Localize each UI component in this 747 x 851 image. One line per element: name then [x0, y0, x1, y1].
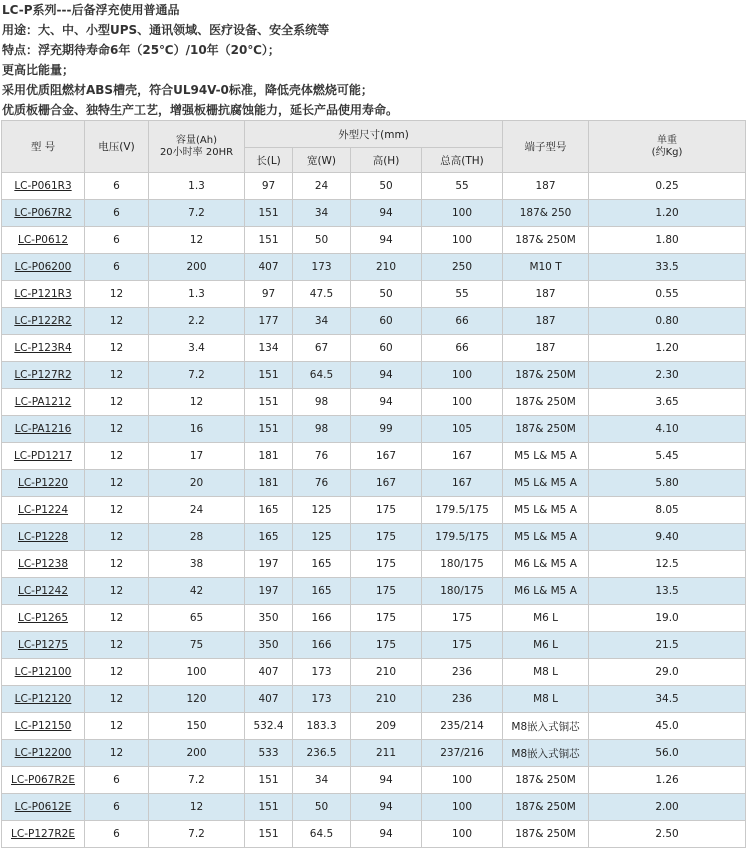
model-link[interactable]: LC-P1238 [17, 558, 69, 570]
header-width: 宽(W) [293, 148, 351, 173]
height-cell: 175 [351, 578, 422, 605]
model-link[interactable]: LC-P123R4 [14, 342, 72, 354]
width-cell: 64.5 [293, 362, 351, 389]
length-cell: 177 [245, 308, 293, 335]
terminal-cell: M5 L& M5 A [503, 470, 589, 497]
model-cell [2, 362, 85, 389]
voltage-cell: 12 [85, 389, 149, 416]
capacity-cell: 17 [149, 443, 245, 470]
length-cell: 151 [245, 362, 293, 389]
voltage-cell: 12 [85, 497, 149, 524]
intro-block [0, 0, 747, 120]
capacity-cell: 2.2 [149, 308, 245, 335]
weight-cell: 3.65 [589, 389, 746, 416]
series-title: LC-P系列---后备浮充使用普通品 [2, 3, 180, 17]
model-cell [2, 416, 85, 443]
width-cell: 165 [293, 578, 351, 605]
model-cell [2, 767, 85, 794]
height-cell: 211 [351, 740, 422, 767]
height-cell: 175 [351, 632, 422, 659]
width-cell: 236.5 [293, 740, 351, 767]
model-cell [2, 308, 85, 335]
model-cell [2, 686, 85, 713]
voltage-cell: 12 [85, 443, 149, 470]
model-link[interactable]: LC-P1220 [17, 477, 69, 489]
table-row [2, 281, 746, 308]
length-cell: 165 [245, 497, 293, 524]
table-row [2, 470, 746, 497]
height-cell: 175 [351, 497, 422, 524]
voltage-cell: 12 [85, 686, 149, 713]
length-cell: 197 [245, 551, 293, 578]
model-cell [2, 578, 85, 605]
height-cell: 209 [351, 713, 422, 740]
height-cell: 175 [351, 524, 422, 551]
model-cell [2, 821, 85, 848]
voltage-cell: 6 [85, 200, 149, 227]
total-height-cell: 55 [422, 281, 503, 308]
model-cell [2, 227, 85, 254]
model-link[interactable]: LC-P12200 [14, 747, 72, 759]
weight-cell: 56.0 [589, 740, 746, 767]
length-cell: 181 [245, 443, 293, 470]
table-row [2, 254, 746, 281]
height-cell: 167 [351, 470, 422, 497]
weight-cell: 33.5 [589, 254, 746, 281]
weight-cell: 2.00 [589, 794, 746, 821]
table-row [2, 551, 746, 578]
length-cell: 151 [245, 767, 293, 794]
capacity-cell: 65 [149, 605, 245, 632]
weight-cell: 0.25 [589, 173, 746, 200]
width-cell: 64.5 [293, 821, 351, 848]
capacity-cell: 12 [149, 227, 245, 254]
table-row [2, 821, 746, 848]
length-cell: 97 [245, 173, 293, 200]
total-height-cell: 179.5/175 [422, 497, 503, 524]
voltage-cell: 12 [85, 551, 149, 578]
table-row [2, 362, 746, 389]
height-cell: 50 [351, 173, 422, 200]
terminal-cell: 187 [503, 173, 589, 200]
terminal-cell: M8嵌入式铜芯 [503, 740, 589, 767]
table-row [2, 794, 746, 821]
voltage-cell: 6 [85, 254, 149, 281]
terminal-cell: M6 L [503, 605, 589, 632]
header-model: 型 号 [2, 121, 85, 173]
model-cell [2, 740, 85, 767]
length-cell: 151 [245, 794, 293, 821]
terminal-cell: 187& 250M [503, 794, 589, 821]
model-cell [2, 389, 85, 416]
table-row [2, 659, 746, 686]
width-cell: 34 [293, 200, 351, 227]
voltage-cell: 12 [85, 713, 149, 740]
capacity-cell: 7.2 [149, 821, 245, 848]
width-cell: 76 [293, 470, 351, 497]
length-cell: 134 [245, 335, 293, 362]
model-cell [2, 713, 85, 740]
length-cell: 533 [245, 740, 293, 767]
total-height-cell: 100 [422, 794, 503, 821]
length-cell: 151 [245, 200, 293, 227]
total-height-cell: 250 [422, 254, 503, 281]
table-row [2, 335, 746, 362]
model-link[interactable]: LC-P06200 [14, 261, 72, 273]
weight-cell: 5.80 [589, 470, 746, 497]
total-height-cell: 237/216 [422, 740, 503, 767]
table-row [2, 524, 746, 551]
terminal-cell: 187& 250M [503, 389, 589, 416]
length-cell: 407 [245, 254, 293, 281]
total-height-cell: 100 [422, 227, 503, 254]
capacity-cell: 20 [149, 470, 245, 497]
voltage-cell: 6 [85, 821, 149, 848]
model-cell [2, 200, 85, 227]
header-dimensions: 外型尺寸(mm) [245, 121, 503, 148]
model-link[interactable]: LC-P067R2E [11, 774, 75, 786]
header-terminal: 端子型号 [503, 121, 589, 173]
width-cell: 67 [293, 335, 351, 362]
width-cell: 165 [293, 551, 351, 578]
voltage-cell: 12 [85, 659, 149, 686]
model-cell [2, 335, 85, 362]
height-cell: 94 [351, 821, 422, 848]
height-cell: 167 [351, 443, 422, 470]
terminal-cell: M10 T [503, 254, 589, 281]
model-link[interactable]: LC-P1228 [17, 531, 69, 543]
model-link[interactable]: LC-P067R2 [14, 207, 72, 219]
voltage-cell: 12 [85, 632, 149, 659]
model-cell [2, 281, 85, 308]
capacity-cell: 12 [149, 794, 245, 821]
header-voltage: 电压(V) [85, 121, 149, 173]
length-cell: 532.4 [245, 713, 293, 740]
capacity-cell: 7.2 [149, 362, 245, 389]
table-row [2, 767, 746, 794]
capacity-cell: 200 [149, 254, 245, 281]
capacity-cell: 24 [149, 497, 245, 524]
table-row [2, 308, 746, 335]
weight-cell: 29.0 [589, 659, 746, 686]
voltage-cell: 6 [85, 794, 149, 821]
table-row [2, 632, 746, 659]
total-height-cell: 235/214 [422, 713, 503, 740]
model-link[interactable]: LC-P0612E [14, 801, 72, 813]
voltage-cell: 12 [85, 416, 149, 443]
terminal-cell: M8 L [503, 686, 589, 713]
terminal-cell: 187& 250 [503, 200, 589, 227]
total-height-cell: 100 [422, 821, 503, 848]
width-cell: 125 [293, 497, 351, 524]
height-cell: 94 [351, 227, 422, 254]
capacity-cell: 100 [149, 659, 245, 686]
width-cell: 98 [293, 416, 351, 443]
weight-cell: 34.5 [589, 686, 746, 713]
width-cell: 34 [293, 767, 351, 794]
terminal-cell: M5 L& M5 A [503, 443, 589, 470]
height-cell: 175 [351, 551, 422, 578]
header-capacity-rate: 20小时率 20HR [159, 146, 234, 158]
model-link[interactable]: LC-P12120 [14, 693, 72, 705]
capacity-cell: 75 [149, 632, 245, 659]
capacity-cell: 38 [149, 551, 245, 578]
feature-case-line: 采用优质阻燃材ABS槽壳，符合UL94V-0标准，降低壳体燃烧可能； [2, 83, 373, 97]
capacity-cell: 7.2 [149, 767, 245, 794]
length-cell: 97 [245, 281, 293, 308]
spec-table [1, 120, 746, 848]
length-cell: 350 [245, 605, 293, 632]
model-link[interactable]: LC-P127R2E [11, 828, 75, 840]
table-row [2, 713, 746, 740]
terminal-cell: 187& 250M [503, 821, 589, 848]
weight-cell: 9.40 [589, 524, 746, 551]
capacity-cell: 3.4 [149, 335, 245, 362]
width-cell: 24 [293, 173, 351, 200]
width-cell: 76 [293, 443, 351, 470]
voltage-cell: 12 [85, 362, 149, 389]
width-cell: 50 [293, 794, 351, 821]
model-cell [2, 659, 85, 686]
length-cell: 197 [245, 578, 293, 605]
terminal-cell: M8 L [503, 659, 589, 686]
spec-table-body [2, 173, 746, 848]
total-height-cell: 100 [422, 362, 503, 389]
table-row [2, 497, 746, 524]
model-link[interactable]: LC-P127R2 [14, 369, 72, 381]
total-height-cell: 167 [422, 470, 503, 497]
model-link[interactable]: LC-P0612 [17, 234, 69, 246]
length-cell: 407 [245, 659, 293, 686]
terminal-cell: 187& 250M [503, 767, 589, 794]
model-cell [2, 524, 85, 551]
total-height-cell: 167 [422, 443, 503, 470]
length-cell: 151 [245, 821, 293, 848]
model-cell [2, 605, 85, 632]
capacity-cell: 1.3 [149, 281, 245, 308]
weight-cell: 8.05 [589, 497, 746, 524]
header-capacity [149, 121, 245, 173]
table-row [2, 200, 746, 227]
capacity-cell: 16 [149, 416, 245, 443]
table-row [2, 416, 746, 443]
width-cell: 34 [293, 308, 351, 335]
height-cell: 50 [351, 281, 422, 308]
weight-cell: 4.10 [589, 416, 746, 443]
weight-cell: 45.0 [589, 713, 746, 740]
model-link[interactable]: LC-P1242 [17, 585, 69, 597]
table-row [2, 578, 746, 605]
voltage-cell: 12 [85, 335, 149, 362]
usage-line: 用途：大、中、小型UPS、通讯领域、医疗设备、安全系统等 [2, 23, 330, 37]
height-cell: 60 [351, 308, 422, 335]
table-row [2, 227, 746, 254]
weight-cell: 1.20 [589, 335, 746, 362]
terminal-cell: 187 [503, 281, 589, 308]
voltage-cell: 12 [85, 281, 149, 308]
voltage-cell: 12 [85, 308, 149, 335]
terminal-cell: M6 L& M5 A [503, 551, 589, 578]
voltage-cell: 12 [85, 605, 149, 632]
total-height-cell: 105 [422, 416, 503, 443]
total-height-cell: 180/175 [422, 578, 503, 605]
length-cell: 407 [245, 686, 293, 713]
header-length: 长(L) [245, 148, 293, 173]
height-cell: 210 [351, 659, 422, 686]
terminal-cell: M5 L& M5 A [503, 524, 589, 551]
weight-cell: 13.5 [589, 578, 746, 605]
total-height-cell: 180/175 [422, 551, 503, 578]
model-link[interactable]: LC-P1224 [17, 504, 69, 516]
weight-cell: 2.50 [589, 821, 746, 848]
capacity-cell: 28 [149, 524, 245, 551]
table-row [2, 443, 746, 470]
model-link[interactable]: LC-P122R2 [14, 315, 72, 327]
model-link[interactable]: LC-P121R3 [14, 288, 72, 300]
terminal-cell: 187& 250M [503, 227, 589, 254]
voltage-cell: 6 [85, 173, 149, 200]
model-cell [2, 794, 85, 821]
total-height-cell: 100 [422, 389, 503, 416]
capacity-cell: 42 [149, 578, 245, 605]
total-height-cell: 179.5/175 [422, 524, 503, 551]
width-cell: 166 [293, 632, 351, 659]
table-row [2, 686, 746, 713]
table-row [2, 605, 746, 632]
height-cell: 94 [351, 767, 422, 794]
terminal-cell: M6 L& M5 A [503, 578, 589, 605]
height-cell: 175 [351, 605, 422, 632]
width-cell: 50 [293, 227, 351, 254]
weight-cell: 1.80 [589, 227, 746, 254]
total-height-cell: 55 [422, 173, 503, 200]
weight-cell: 21.5 [589, 632, 746, 659]
feature-grid-line: 优质板栅合金、独特生产工艺，增强板栅抗腐蚀能力，延长产品使用寿命。 [2, 103, 399, 117]
length-cell: 350 [245, 632, 293, 659]
height-cell: 94 [351, 362, 422, 389]
capacity-cell: 200 [149, 740, 245, 767]
height-cell: 94 [351, 200, 422, 227]
header-weight [589, 121, 746, 173]
table-row [2, 389, 746, 416]
width-cell: 98 [293, 389, 351, 416]
height-cell: 94 [351, 389, 422, 416]
width-cell: 47.5 [293, 281, 351, 308]
capacity-cell: 150 [149, 713, 245, 740]
weight-cell: 12.5 [589, 551, 746, 578]
width-cell: 125 [293, 524, 351, 551]
feature-lifetime-line: 特点：浮充期待寿命6年（25℃）/10年（20℃）； [2, 43, 280, 57]
model-cell [2, 173, 85, 200]
voltage-cell: 12 [85, 578, 149, 605]
header-capacity-unit: 容量(Ah) [176, 134, 217, 146]
total-height-cell: 236 [422, 686, 503, 713]
terminal-cell: 187 [503, 308, 589, 335]
height-cell: 210 [351, 686, 422, 713]
length-cell: 151 [245, 227, 293, 254]
capacity-cell: 1.3 [149, 173, 245, 200]
model-link[interactable]: LC-P061R3 [14, 180, 72, 192]
model-cell [2, 443, 85, 470]
width-cell: 173 [293, 686, 351, 713]
weight-cell: 19.0 [589, 605, 746, 632]
model-cell [2, 497, 85, 524]
height-cell: 210 [351, 254, 422, 281]
height-cell: 99 [351, 416, 422, 443]
width-cell: 173 [293, 659, 351, 686]
length-cell: 181 [245, 470, 293, 497]
table-row [2, 173, 746, 200]
header-total-height: 总高(TH) [422, 148, 503, 173]
weight-cell: 1.26 [589, 767, 746, 794]
terminal-cell: M8嵌入式铜芯 [503, 713, 589, 740]
model-link[interactable]: LC-P12100 [14, 666, 72, 678]
total-height-cell: 100 [422, 200, 503, 227]
length-cell: 165 [245, 524, 293, 551]
table-row [2, 740, 746, 767]
width-cell: 173 [293, 254, 351, 281]
weight-cell: 0.80 [589, 308, 746, 335]
total-height-cell: 66 [422, 335, 503, 362]
header-height: 高(H) [351, 148, 422, 173]
capacity-cell: 12 [149, 389, 245, 416]
terminal-cell: M6 L [503, 632, 589, 659]
weight-cell: 0.55 [589, 281, 746, 308]
width-cell: 166 [293, 605, 351, 632]
weight-cell: 5.45 [589, 443, 746, 470]
model-link[interactable]: LC-PA1212 [14, 396, 72, 408]
header-weight-unit: (约Kg) [651, 146, 683, 158]
model-link[interactable]: LC-P12150 [14, 720, 72, 732]
model-link[interactable]: LC-PA1216 [14, 423, 72, 435]
total-height-cell: 66 [422, 308, 503, 335]
model-cell [2, 470, 85, 497]
length-cell: 151 [245, 416, 293, 443]
terminal-cell: M5 L& M5 A [503, 497, 589, 524]
header-weight-label: 单重 [657, 134, 678, 146]
voltage-cell: 12 [85, 524, 149, 551]
weight-cell: 1.20 [589, 200, 746, 227]
capacity-cell: 120 [149, 686, 245, 713]
capacity-cell: 7.2 [149, 200, 245, 227]
terminal-cell: 187 [503, 335, 589, 362]
total-height-cell: 236 [422, 659, 503, 686]
voltage-cell: 6 [85, 227, 149, 254]
voltage-cell: 12 [85, 740, 149, 767]
model-link[interactable]: LC-P1265 [17, 612, 69, 624]
model-link[interactable]: LC-P1275 [17, 639, 69, 651]
voltage-cell: 12 [85, 470, 149, 497]
total-height-cell: 100 [422, 767, 503, 794]
total-height-cell: 175 [422, 605, 503, 632]
model-cell [2, 551, 85, 578]
width-cell: 183.3 [293, 713, 351, 740]
total-height-cell: 175 [422, 632, 503, 659]
height-cell: 60 [351, 335, 422, 362]
height-cell: 94 [351, 794, 422, 821]
feature-energy-line: 更高比能量； [2, 63, 75, 77]
model-link[interactable]: LC-PD1217 [13, 450, 73, 462]
voltage-cell: 6 [85, 767, 149, 794]
terminal-cell: 187& 250M [503, 362, 589, 389]
terminal-cell: 187& 250M [503, 416, 589, 443]
model-cell [2, 254, 85, 281]
length-cell: 151 [245, 389, 293, 416]
model-cell [2, 632, 85, 659]
weight-cell: 2.30 [589, 362, 746, 389]
